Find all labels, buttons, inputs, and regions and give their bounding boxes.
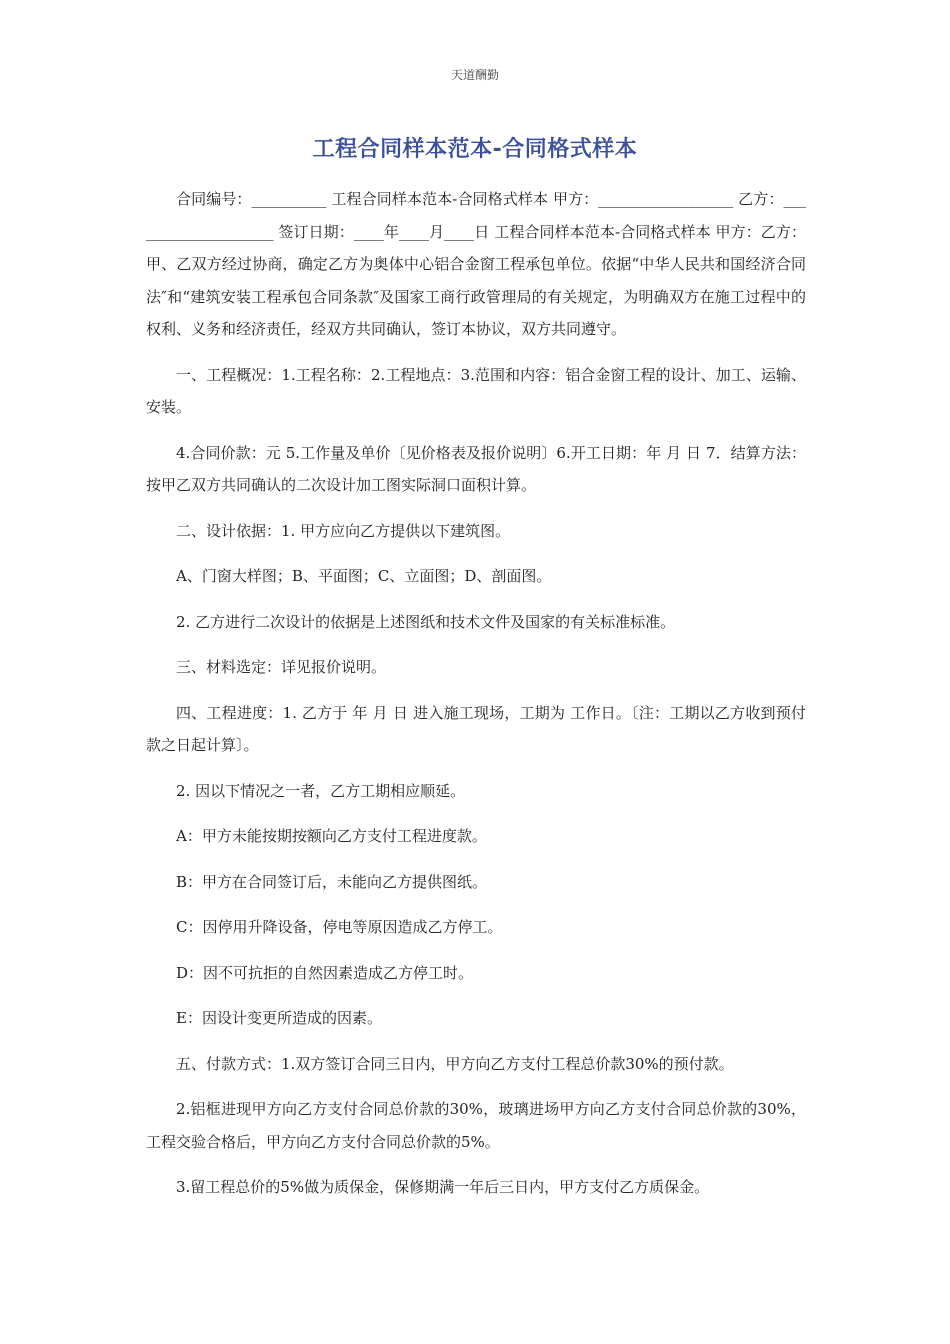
paragraph-delay-a: A：甲方未能按期按额向乙方支付工程进度款。 — [176, 827, 487, 845]
document-body — [146, 183, 806, 1217]
paragraph-delay-b: B：甲方在合同签订后，未能向乙方提供图纸。 — [176, 872, 488, 891]
paragraph-section-5: 五、付款方式：1.双方签订合同三日内，甲方向乙方支付工程总价款30%的预付款。 — [176, 1054, 734, 1073]
paragraph-section-4: 四、工程进度：1. 乙方于 年 月 日 进入施工现场，工期为 工作日。〔注：工期以乙方收到预付款之日起计算〕。 — [146, 703, 806, 754]
page-header: 天道酬勤 — [450, 68, 499, 82]
paragraph-section-1-cont: 4.合同价款：元 5.工作量及单价〔见价格表及报价说明〕6.开工日期：年 月 日 7．结算方法：按甲乙双方共同确认的二次设计加工图实际洞口面积计算。 — [146, 443, 806, 494]
paragraph-section-3: 三、材料选定：详见报价说明。 — [176, 658, 387, 676]
paragraph-delay-c: C：因停用升降设备，停电等原因造成乙方停工。 — [176, 918, 503, 936]
paragraph-delay-d: D：因不可抗拒的自然因素造成乙方停工时。 — [176, 963, 474, 982]
paragraph-design-basis: 2. 乙方进行二次设计的依据是上述图纸和技术文件及国家的有关标准标准。 — [176, 612, 676, 631]
paragraph-payment-2: 2.铝框进现甲方向乙方支付合同总价款的30%，玻璃进场甲方向乙方支付合同总价款的30%，工程交验合格后，甲方向乙方支付合同总价款的5%。 — [146, 1100, 806, 1151]
paragraph-delay-conditions: 2. 因以下情况之一者，乙方工期相应顺延。 — [176, 781, 466, 800]
paragraph-section-2: 二、设计依据：1. 甲方应向乙方提供以下建筑图。 — [176, 521, 511, 540]
paragraph-section-1: 一、工程概况：1.工程名称：2.工程地点：3.范围和内容：铝合金窗工程的设计、加工、运输、安装。 — [146, 365, 806, 416]
paragraph-delay-e: E：因设计变更所造成的因素。 — [176, 1009, 382, 1027]
paragraph-drawings-list: A、门窗大样图；B、平面图；C、立面图；D、剖面图。 — [176, 567, 552, 585]
paragraph-intro: 合同编号：__________ 工程合同样本范本-合同格式样本 甲方：__________________ 乙方：____________________ 签订日期：____年____月____日 工程合同样本范本-合同格式样本 甲方：乙方：甲、乙双方经过协商，确定乙方为奥体中心铝合金窗工程承包单位。依据“中华人民共和国经济合同法″和“建筑安装工程承包合同条款″及国家工商行政管理局的有关规定，为明确双方在施工过程中的权利、义务和经济责任，经双方共同确认，签订本协议，双方共同遵守。 — [146, 190, 806, 338]
document-title: 工程合同样本范本-合同格式样本 — [312, 137, 638, 162]
paragraph-payment-3: 3.留工程总价的5%做为质保金，保修期满一年后三日内，甲方支付乙方质保金。 — [176, 1178, 710, 1196]
